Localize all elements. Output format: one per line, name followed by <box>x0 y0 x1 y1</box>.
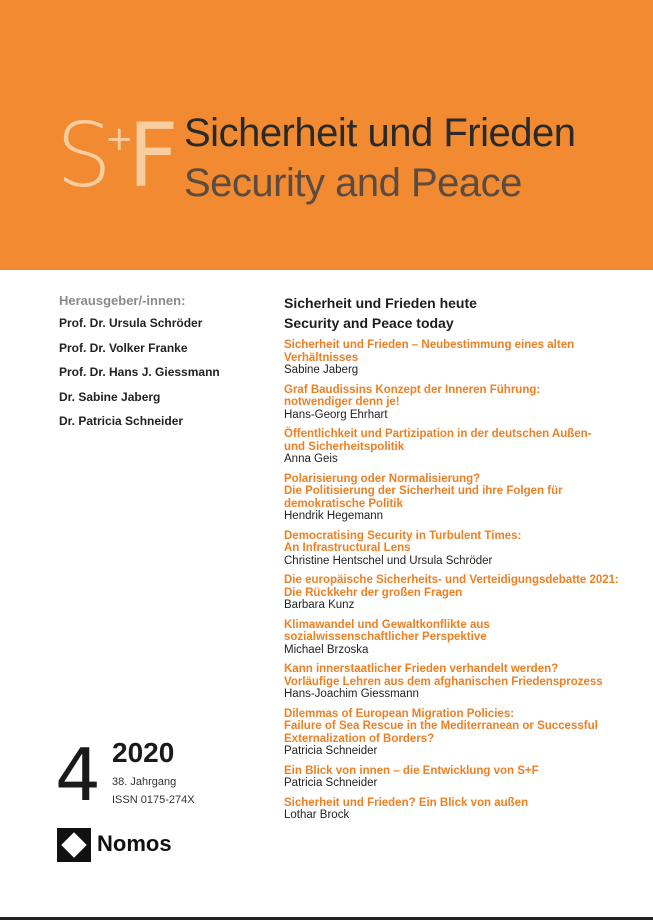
article-author: Michael Brzoska <box>284 643 369 656</box>
journal-title-english: Security and Peace <box>184 161 522 205</box>
article-author: Lothar Brock <box>284 809 350 821</box>
article-author: Barbara Kunz <box>284 599 355 611</box>
issue-year: 2020 <box>112 737 175 768</box>
article-title: Democratising Security in Turbulent Times: <box>284 529 522 542</box>
editor-name: Dr. Sabine Jaberg <box>59 389 161 404</box>
article-title: Polarisierung oder Normalisierung? <box>284 472 481 485</box>
editor-name: Prof. Dr. Ursula Schröder <box>59 316 203 330</box>
article-entry <box>284 765 644 791</box>
article-author: Patricia Schneider <box>284 745 378 757</box>
article-title: Klimawandel und Gewaltkonflikte aus <box>284 618 490 631</box>
article-title: Ein Blick von innen – die Entwicklung von S+F <box>284 764 539 777</box>
article-title: Öffentlichkeit und Partizipation in der deutschen Außen- <box>284 428 592 440</box>
article-entry <box>284 619 644 658</box>
article-entry <box>284 384 644 423</box>
article-title: Vorläufige Lehren aus dem afghanischen Friedensprozess <box>284 675 603 688</box>
journal-logo <box>56 104 179 208</box>
article-author: Hans-Joachim Giessmann <box>284 688 419 700</box>
issue-info <box>55 735 255 825</box>
editor-name: Dr. Patricia Schneider <box>59 414 184 428</box>
article-entry <box>284 473 644 524</box>
publisher-block <box>57 828 207 868</box>
article-title: Die Politisierung der Sicherheit und ihre Folgen für <box>284 485 563 497</box>
article-title: notwendiger denn je! <box>284 396 400 408</box>
issue-issn: ISSN 0175-274X <box>112 794 195 806</box>
article-author: Patricia Schneider <box>284 777 378 789</box>
article-title: Dilemmas of European Migration Policies: <box>284 707 515 720</box>
article-title: Graf Baudissins Konzept der Inneren Führung: <box>284 383 541 396</box>
article-title: und Sicherheitspolitik <box>284 440 405 453</box>
publisher-name: Nomos <box>97 831 172 856</box>
cover-header <box>0 0 653 270</box>
editors-block <box>59 293 259 438</box>
logo-letter-s: S <box>56 104 112 207</box>
nomos-logo-icon <box>57 828 91 862</box>
editors-label: Herausgeber/-innen: <box>59 293 186 308</box>
article-author: Hans-Georg Ehrhart <box>284 408 388 421</box>
article-list <box>284 339 644 823</box>
article-entry <box>284 530 644 569</box>
bottom-rule <box>0 917 653 920</box>
article-entry <box>284 708 644 759</box>
article-title: Sicherheit und Frieden? Ein Blick von außen <box>284 796 529 809</box>
article-entry <box>284 339 644 378</box>
editor-name: Prof. Dr. Hans J. Giessmann <box>59 365 220 379</box>
article-title: Die Rückkehr der großen Fragen <box>284 586 463 599</box>
article-author: Anna Geis <box>284 453 338 465</box>
article-title: Die europäische Sicherheits- und Verteidigungsdebatte 2021: <box>284 574 619 586</box>
article-entry <box>284 574 644 613</box>
article-entry <box>284 428 644 467</box>
table-of-contents <box>284 293 644 829</box>
issue-number: 4 <box>55 733 101 817</box>
article-title: Sicherheit und Frieden – Neubestimmung eines alten <box>284 339 575 351</box>
article-title: Verhältnisses <box>284 351 359 364</box>
toc-heading-english: Security and Peace today <box>284 315 454 331</box>
article-title: sozialwissenschaftlicher Perspektive <box>284 631 487 643</box>
article-title: An Infrastructural Lens <box>284 542 411 554</box>
issue-volume: 38. Jahrgang <box>112 776 177 788</box>
article-title: demokratische Politik <box>284 497 403 510</box>
article-author: Sabine Jaberg <box>284 364 359 376</box>
article-entry <box>284 663 644 702</box>
logo-letter-f: F <box>128 104 179 207</box>
article-entry <box>284 797 644 823</box>
toc-heading-german: Sicherheit und Frieden heute <box>284 295 477 311</box>
journal-title-german: Sicherheit und Frieden <box>184 111 576 155</box>
article-title: Kann innerstaatlicher Frieden verhandelt werden? <box>284 663 559 675</box>
logo-plus: + <box>105 119 134 159</box>
article-title: Failure of Sea Rescue in the Mediterranean or Successful <box>284 720 598 732</box>
article-author: Hendrik Hegemann <box>284 510 384 522</box>
editor-name: Prof. Dr. Volker Franke <box>59 340 188 355</box>
article-title: Externalization of Borders? <box>284 732 435 745</box>
article-author: Christine Hentschel und Ursula Schröder <box>284 554 493 567</box>
